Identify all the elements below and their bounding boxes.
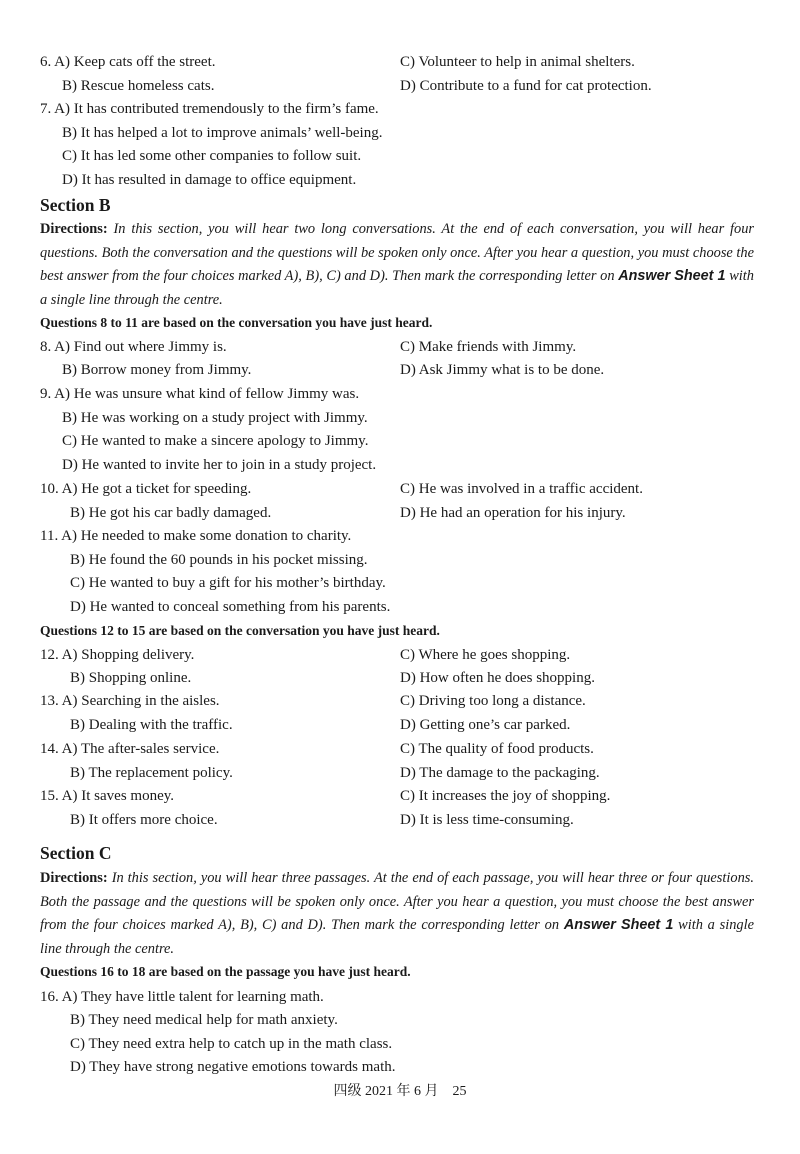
q9-option-a: 9. A) He was unsure what kind of fellow Jimmy was. — [40, 386, 360, 402]
group-heading-8-11: Questions 8 to 11 are based on the conversation you have just heard. — [40, 315, 433, 330]
q15-option-c: C) It increases the joy of shopping. — [400, 788, 611, 804]
q9-option-c: C) He wanted to make a sincere apology to Jimmy. — [62, 433, 369, 449]
q9-option-d: D) He wanted to invite her to join in a study project. — [62, 457, 377, 473]
q15-option-a: 15. A) It saves money. — [40, 788, 175, 804]
q13-option-d: D) Getting one’s car parked. — [400, 717, 571, 733]
q14-option-c: C) The quality of food products. — [400, 741, 594, 757]
group-heading-12-15: Questions 12 to 15 are based on the conversation you have just heard. — [40, 623, 440, 638]
section-b-directions — [40, 218, 754, 312]
group-heading-16-18: Questions 16 to 18 are based on the passage you have just heard. — [40, 964, 411, 979]
q11-option-d: D) He wanted to conceal something from his parents. — [70, 599, 391, 615]
q10-option-d: D) He had an operation for his injury. — [400, 505, 626, 521]
directions-text: In this section, you will hear two long conversations. At the end of each conversation, you will hear four questions. Both the conversation and the questions will be spoken only once. After you hear a question, you must choose the best answer from the four choices marked A), B), C) and D). Then mark the corresponding letter on — [40, 221, 754, 284]
answer-sheet-label: Answer Sheet 1 — [563, 917, 674, 933]
q8-option-b: B) Borrow money from Jimmy. — [62, 362, 252, 378]
q8-option-c: C) Make friends with Jimmy. — [400, 339, 577, 355]
directions-label: Directions: — [40, 221, 108, 237]
directions-label: Directions: — [40, 870, 108, 886]
q14-option-b: B) The replacement policy. — [70, 765, 233, 781]
q9-option-b: B) He was working on a study project with Jimmy. — [62, 410, 368, 426]
q7-option-a: 7. A) It has contributed tremendously to the firm’s fame. — [40, 101, 379, 117]
q6-option-c: C) Volunteer to help in animal shelters. — [400, 54, 635, 70]
q6-option-a: 6. A) Keep cats off the street. — [40, 54, 216, 70]
q12-option-c: C) Where he goes shopping. — [400, 647, 571, 663]
section-c-directions — [40, 867, 754, 961]
q7-option-c: C) It has led some other companies to follow suit. — [62, 148, 362, 164]
q10-option-b: B) He got his car badly damaged. — [70, 505, 272, 521]
q15-option-d: D) It is less time-consuming. — [400, 812, 574, 828]
q15-option-b: B) It offers more choice. — [70, 812, 218, 828]
directions-text-end: with a single line through the centre. — [40, 917, 754, 957]
q12-option-b: B) Shopping online. — [70, 670, 192, 686]
q12-option-a: 12. A) Shopping delivery. — [40, 647, 195, 663]
q6-option-d: D) Contribute to a fund for cat protection. — [400, 78, 652, 94]
page-footer: 四级 2021 年 6 月 25 — [333, 1084, 467, 1099]
q16-option-b: B) They need medical help for math anxiety. — [70, 1012, 338, 1028]
q14-option-a: 14. A) The after-sales service. — [40, 741, 220, 757]
section-b-heading: Section B — [40, 195, 111, 215]
q11-option-a: 11. A) He needed to make some donation to charity. — [40, 528, 352, 544]
q16-option-c: C) They need extra help to catch up in the math class. — [70, 1036, 393, 1052]
q8-option-a: 8. A) Find out where Jimmy is. — [40, 339, 227, 355]
q12-option-d: D) How often he does shopping. — [400, 670, 595, 686]
q13-option-c: C) Driving too long a distance. — [400, 693, 586, 709]
q13-option-a: 13. A) Searching in the aisles. — [40, 693, 220, 709]
q11-option-b: B) He found the 60 pounds in his pocket missing. — [70, 552, 368, 568]
directions-text-end: with a single line through the centre. — [40, 268, 755, 308]
q7-option-d: D) It has resulted in damage to office equipment. — [62, 172, 357, 188]
q14-option-d: D) The damage to the packaging. — [400, 765, 600, 781]
q10-option-c: C) He was involved in a traffic accident. — [400, 481, 643, 497]
q13-option-b: B) Dealing with the traffic. — [70, 717, 233, 733]
directions-text: In this section, you will hear three passages. At the end of each passage, you will hear three or four questions. Both the passage and the questions will be spoken only once. After you hear a question, you must choose the best answer from the four choices marked A), B), C) and D). Then mark the corresponding letter on — [40, 870, 754, 933]
q10-option-a: 10. A) He got a ticket for speeding. — [40, 481, 252, 497]
answer-sheet-label: Answer Sheet 1 — [618, 268, 726, 284]
q16-option-d: D) They have strong negative emotions towards math. — [70, 1059, 396, 1075]
section-c-heading: Section C — [40, 843, 112, 863]
q16-option-a: 16. A) They have little talent for learning math. — [40, 989, 324, 1005]
q6-option-b: B) Rescue homeless cats. — [62, 78, 215, 94]
q7-option-b: B) It has helped a lot to improve animals’ well-being. — [62, 125, 383, 141]
q11-option-c: C) He wanted to buy a gift for his mother’s birthday. — [70, 575, 386, 591]
q8-option-d: D) Ask Jimmy what is to be done. — [400, 362, 605, 378]
